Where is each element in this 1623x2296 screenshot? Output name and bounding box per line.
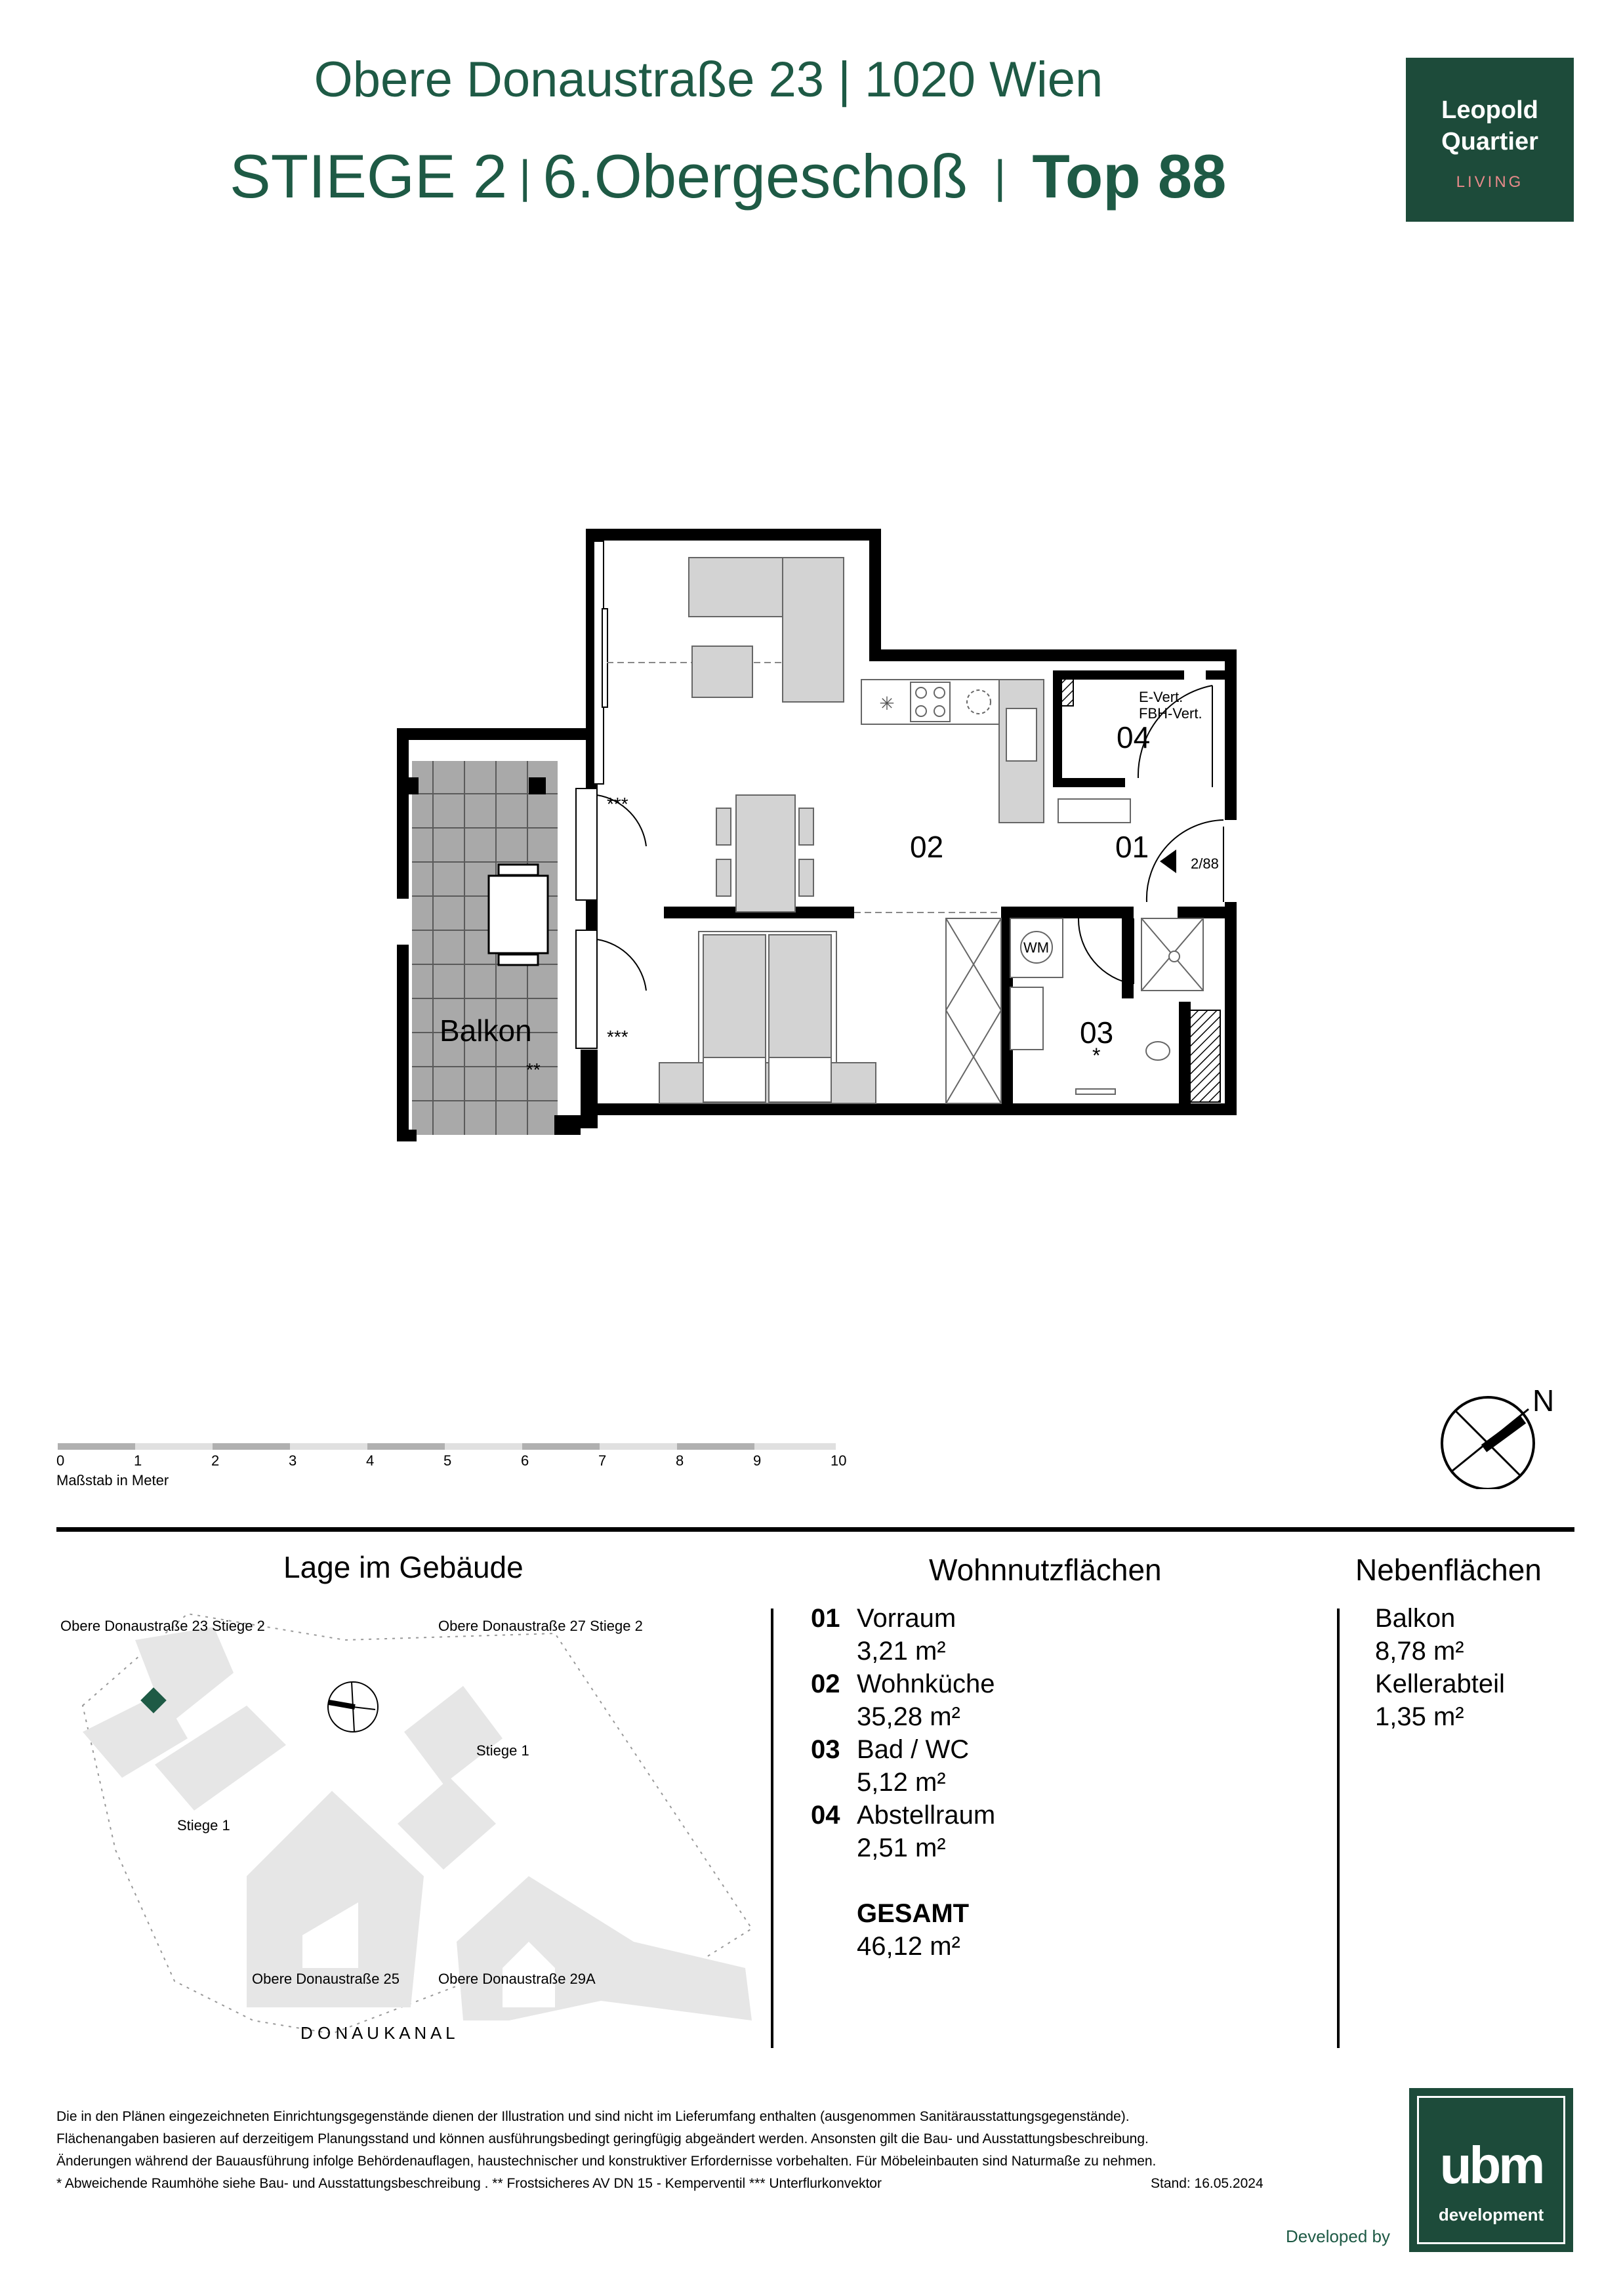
room-01-label: 01: [1115, 830, 1149, 864]
column-rule: [771, 1609, 773, 2048]
list-item: 04 Abstellraum: [811, 1801, 996, 1830]
room-04-label: 04: [1117, 720, 1151, 754]
site-label-stiege1-left: Stiege 1: [177, 1817, 230, 1834]
ceiling-height-note: *: [1092, 1044, 1101, 1067]
ubm-logo-subtext: development: [1438, 2205, 1544, 2224]
e-vert-label: E-Vert.: [1139, 689, 1183, 705]
logo-text: Leopold Quartier: [1441, 96, 1538, 155]
frost-valve-note: **: [526, 1059, 541, 1080]
scale-tick: 7: [598, 1452, 607, 1469]
top-number: Top 88: [1032, 142, 1227, 211]
site-label-od29a: Obere Donaustraße 29A: [438, 1971, 596, 1987]
site-label-od25: Obere Donaustraße 25: [252, 1971, 400, 1987]
list-item: 01 Vorraum: [811, 1604, 956, 1633]
list-item-area: 35,28 m²: [857, 1702, 960, 1731]
wohn-list: [811, 1602, 1270, 1963]
door-number-label: 2/88: [1191, 855, 1219, 872]
list-item: 03 Bad / WC: [811, 1735, 970, 1764]
disclaimer-line: Die in den Plänen eingezeichneten Einrichtungsgegenstände dienen der Illustration und sind nicht im Lieferumfang enthalten (ausgenommen Sanitärausstattungsgegenstände).: [56, 2109, 1130, 2124]
logo-subtext: LIVING: [1456, 173, 1524, 191]
scale-tick: 2: [211, 1452, 220, 1469]
list-item: 02 Wohnküche: [811, 1670, 995, 1698]
wm-label: WM: [1023, 939, 1050, 956]
compass-north-label: N: [1532, 1384, 1555, 1418]
site-label-od27: Obere Donaustraße 27 Stiege 2: [438, 1618, 643, 1634]
neben-title: Nebenflächen: [1355, 1553, 1542, 1587]
scale-tick: 5: [443, 1452, 452, 1469]
list-item-area: 5,12 m²: [857, 1768, 946, 1797]
scale-tick: 4: [366, 1452, 375, 1469]
column-rule: [1337, 1609, 1340, 2048]
stand-date: Stand: 16.05.2024: [1151, 2176, 1263, 2191]
sofa: [689, 558, 844, 702]
disclaimer-line: Flächenangaben basieren auf derzeitigem Planungsstand und können ausführungsbedingt geringfügig abgeändert werden. Ansonsten gilt die Bau- und Ausstattungsbeschreibung.: [56, 2131, 1149, 2146]
scale-tick: 3: [289, 1452, 297, 1469]
scale-tick: 6: [521, 1452, 529, 1469]
address-heading: Obere Donaustraße 23 | 1020 Wien: [314, 52, 1103, 108]
list-item-area: 1,35 m²: [1375, 1702, 1464, 1731]
developed-by-label: Developed by: [1286, 2226, 1390, 2246]
list-item-area: 2,51 m²: [857, 1834, 946, 1862]
site-plan: [56, 1601, 778, 2060]
scale-tick: 1: [134, 1452, 142, 1469]
total-label: GESAMT: [857, 1899, 970, 1928]
dining-table: [716, 795, 813, 912]
room-02-label: 02: [910, 830, 944, 864]
scale-tick: 10: [831, 1452, 847, 1469]
balkon-label: Balkon: [440, 1014, 532, 1048]
svg-text:✳: ✳: [879, 693, 895, 714]
neben-list: [1375, 1602, 1572, 1733]
total-area: 46,12 m²: [857, 1932, 960, 1961]
list-item: Balkon: [1375, 1604, 1456, 1633]
site-label-od23: Obere Donaustraße 23 Stiege 2: [60, 1618, 265, 1634]
list-item: Kellerabteil: [1375, 1670, 1505, 1698]
stiege-label: STIEGE 2: [230, 142, 508, 211]
disclaimer: [56, 2106, 1303, 2195]
ubm-logo: [1409, 2088, 1573, 2252]
scale-tick: 0: [56, 1452, 65, 1469]
site-label-stiege1-right: Stiege 1: [476, 1742, 529, 1759]
ubm-logo-text: ubm: [1439, 2136, 1543, 2194]
lage-title: Lage im Gebäude: [283, 1550, 524, 1584]
scale-tick: 8: [676, 1452, 684, 1469]
list-item-area: 8,78 m²: [1375, 1637, 1464, 1666]
list-item-area: 3,21 m²: [857, 1637, 946, 1666]
floor-label: 6.Obergeschoß: [543, 142, 968, 211]
scale-ticks: [56, 1452, 909, 1472]
bed: [659, 932, 876, 1103]
entrance-arrow: [1160, 850, 1176, 873]
donaukanal-label: D O N A U K A N A L: [300, 2023, 455, 2043]
convector-note-1: ***: [607, 794, 628, 814]
separator: |: [994, 151, 1006, 202]
wardrobe: [946, 918, 1001, 1103]
disclaimer-line: Änderungen während der Bauausführung infolge Behördenauflagen, haustechnischer und konstruktiver Erfordernisse vorbehalten. Für Möbeleinbauten sind Naturmaße zu nehmen.: [56, 2154, 1157, 2169]
scale-caption: Maßstab in Meter: [56, 1472, 169, 1488]
scale-tick: 9: [753, 1452, 762, 1469]
convector-note-2: ***: [607, 1027, 628, 1047]
room-03-label: 03: [1080, 1015, 1114, 1050]
fbh-vert-label: FBH-Vert.: [1139, 705, 1202, 722]
wohn-title: Wohnnutzflächen: [929, 1553, 1162, 1587]
section-divider: [56, 1527, 1574, 1532]
kitchen: [861, 680, 1130, 823]
separator: |: [519, 151, 531, 202]
disclaimer-line: * Abweichende Raumhöhe siehe Bau- und Ausstattungsbeschreibung . ** Frostsicheres AV DN 15 - Kemperventil *** Unterflurkonvektor Stand: 16.05.2024: [56, 2173, 1303, 2195]
